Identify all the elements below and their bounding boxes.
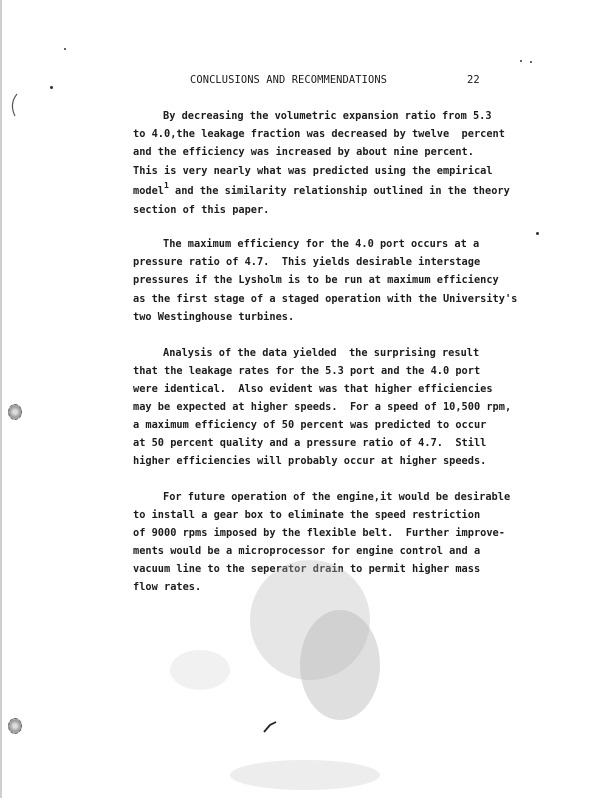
paragraph-4-line-1: For future operation of the engine,it would be desirable [163, 491, 511, 503]
paragraph-3-line-3: were identical. Also evident was that higher efficiencies [133, 383, 493, 395]
scan-noise [230, 760, 380, 790]
paragraph-3-line-4: may be expected at higher speeds. For a speed of 10,500 rpm, [133, 401, 512, 413]
paragraph-2-line-2: pressure ratio of 4.7. This yields desirable interstage [133, 256, 481, 268]
paragraph-3-line-5: a maximum efficiency of 50 percent was predicted to occur [133, 419, 487, 431]
scan-speck [530, 61, 532, 63]
footnote-marker: 1 [164, 181, 169, 190]
scan-speck [64, 48, 66, 50]
paragraph-2-line-3: pressures if the Lysholm is to be run at maximum efficiency [133, 274, 499, 286]
pen-mark [262, 720, 280, 734]
paragraph-2-line-4: as the first stage of a staged operation with the University's [133, 293, 518, 305]
page-edge [0, 0, 2, 798]
scan-noise [300, 610, 380, 720]
punch-hole [8, 404, 22, 420]
paragraph-3-line-1: Analysis of the data yielded the surprising result [163, 347, 480, 359]
page-title: CONCLUSIONS AND RECOMMENDATIONS [190, 74, 388, 86]
paragraph-4-line-2: to install a gear box to eliminate the speed restriction [133, 509, 481, 521]
paragraph-1-line-5 [133, 181, 510, 197]
paragraph-3-line-2: that the leakage rates for the 5.3 port and the 4.0 port [133, 365, 481, 377]
paragraph-2-line-5: two Westinghouse turbines. [133, 311, 295, 323]
scan-speck [520, 60, 522, 62]
paragraph-3-line-7: higher efficiencies will probably occur at higher speeds. [133, 455, 487, 467]
paragraph-4-line-5: vacuum line to the seperator drain to permit higher mass [133, 563, 481, 575]
page-number: 22 [467, 74, 480, 86]
paragraph-4-line-6: flow rates. [133, 581, 202, 593]
paragraph-1-line-1: By decreasing the volumetric expansion ratio from 5.3 [163, 110, 492, 122]
scan-speck [50, 86, 53, 89]
scan-noise [170, 650, 230, 690]
scan-speck [536, 232, 539, 235]
paragraph-4-line-4: ments would be a microprocessor for engine control and a [133, 545, 481, 557]
paragraph-1-line-2: to 4.0,the leakage fraction was decreased by twelve percent [133, 128, 505, 140]
paragraph-3-line-6: at 50 percent quality and a pressure ratio of 4.7. Still [133, 437, 487, 449]
paragraph-4-line-3: of 9000 rpms imposed by the flexible belt. Further improve- [133, 527, 505, 539]
punch-hole [8, 718, 22, 734]
paragraph-1-line-3: and the efficiency was increased by about nine percent. [133, 146, 474, 158]
paragraph-2-line-1: The maximum efficiency for the 4.0 port occurs at a [163, 238, 480, 250]
paragraph-1-line-4: This is very nearly what was predicted using the empirical [133, 165, 493, 177]
paragraph-1-line-6: section of this paper. [133, 204, 270, 216]
bracket-mark [6, 92, 20, 118]
model-word: model [133, 185, 164, 197]
model-line-rest: and the similarity relationship outlined in the theory [175, 185, 510, 197]
